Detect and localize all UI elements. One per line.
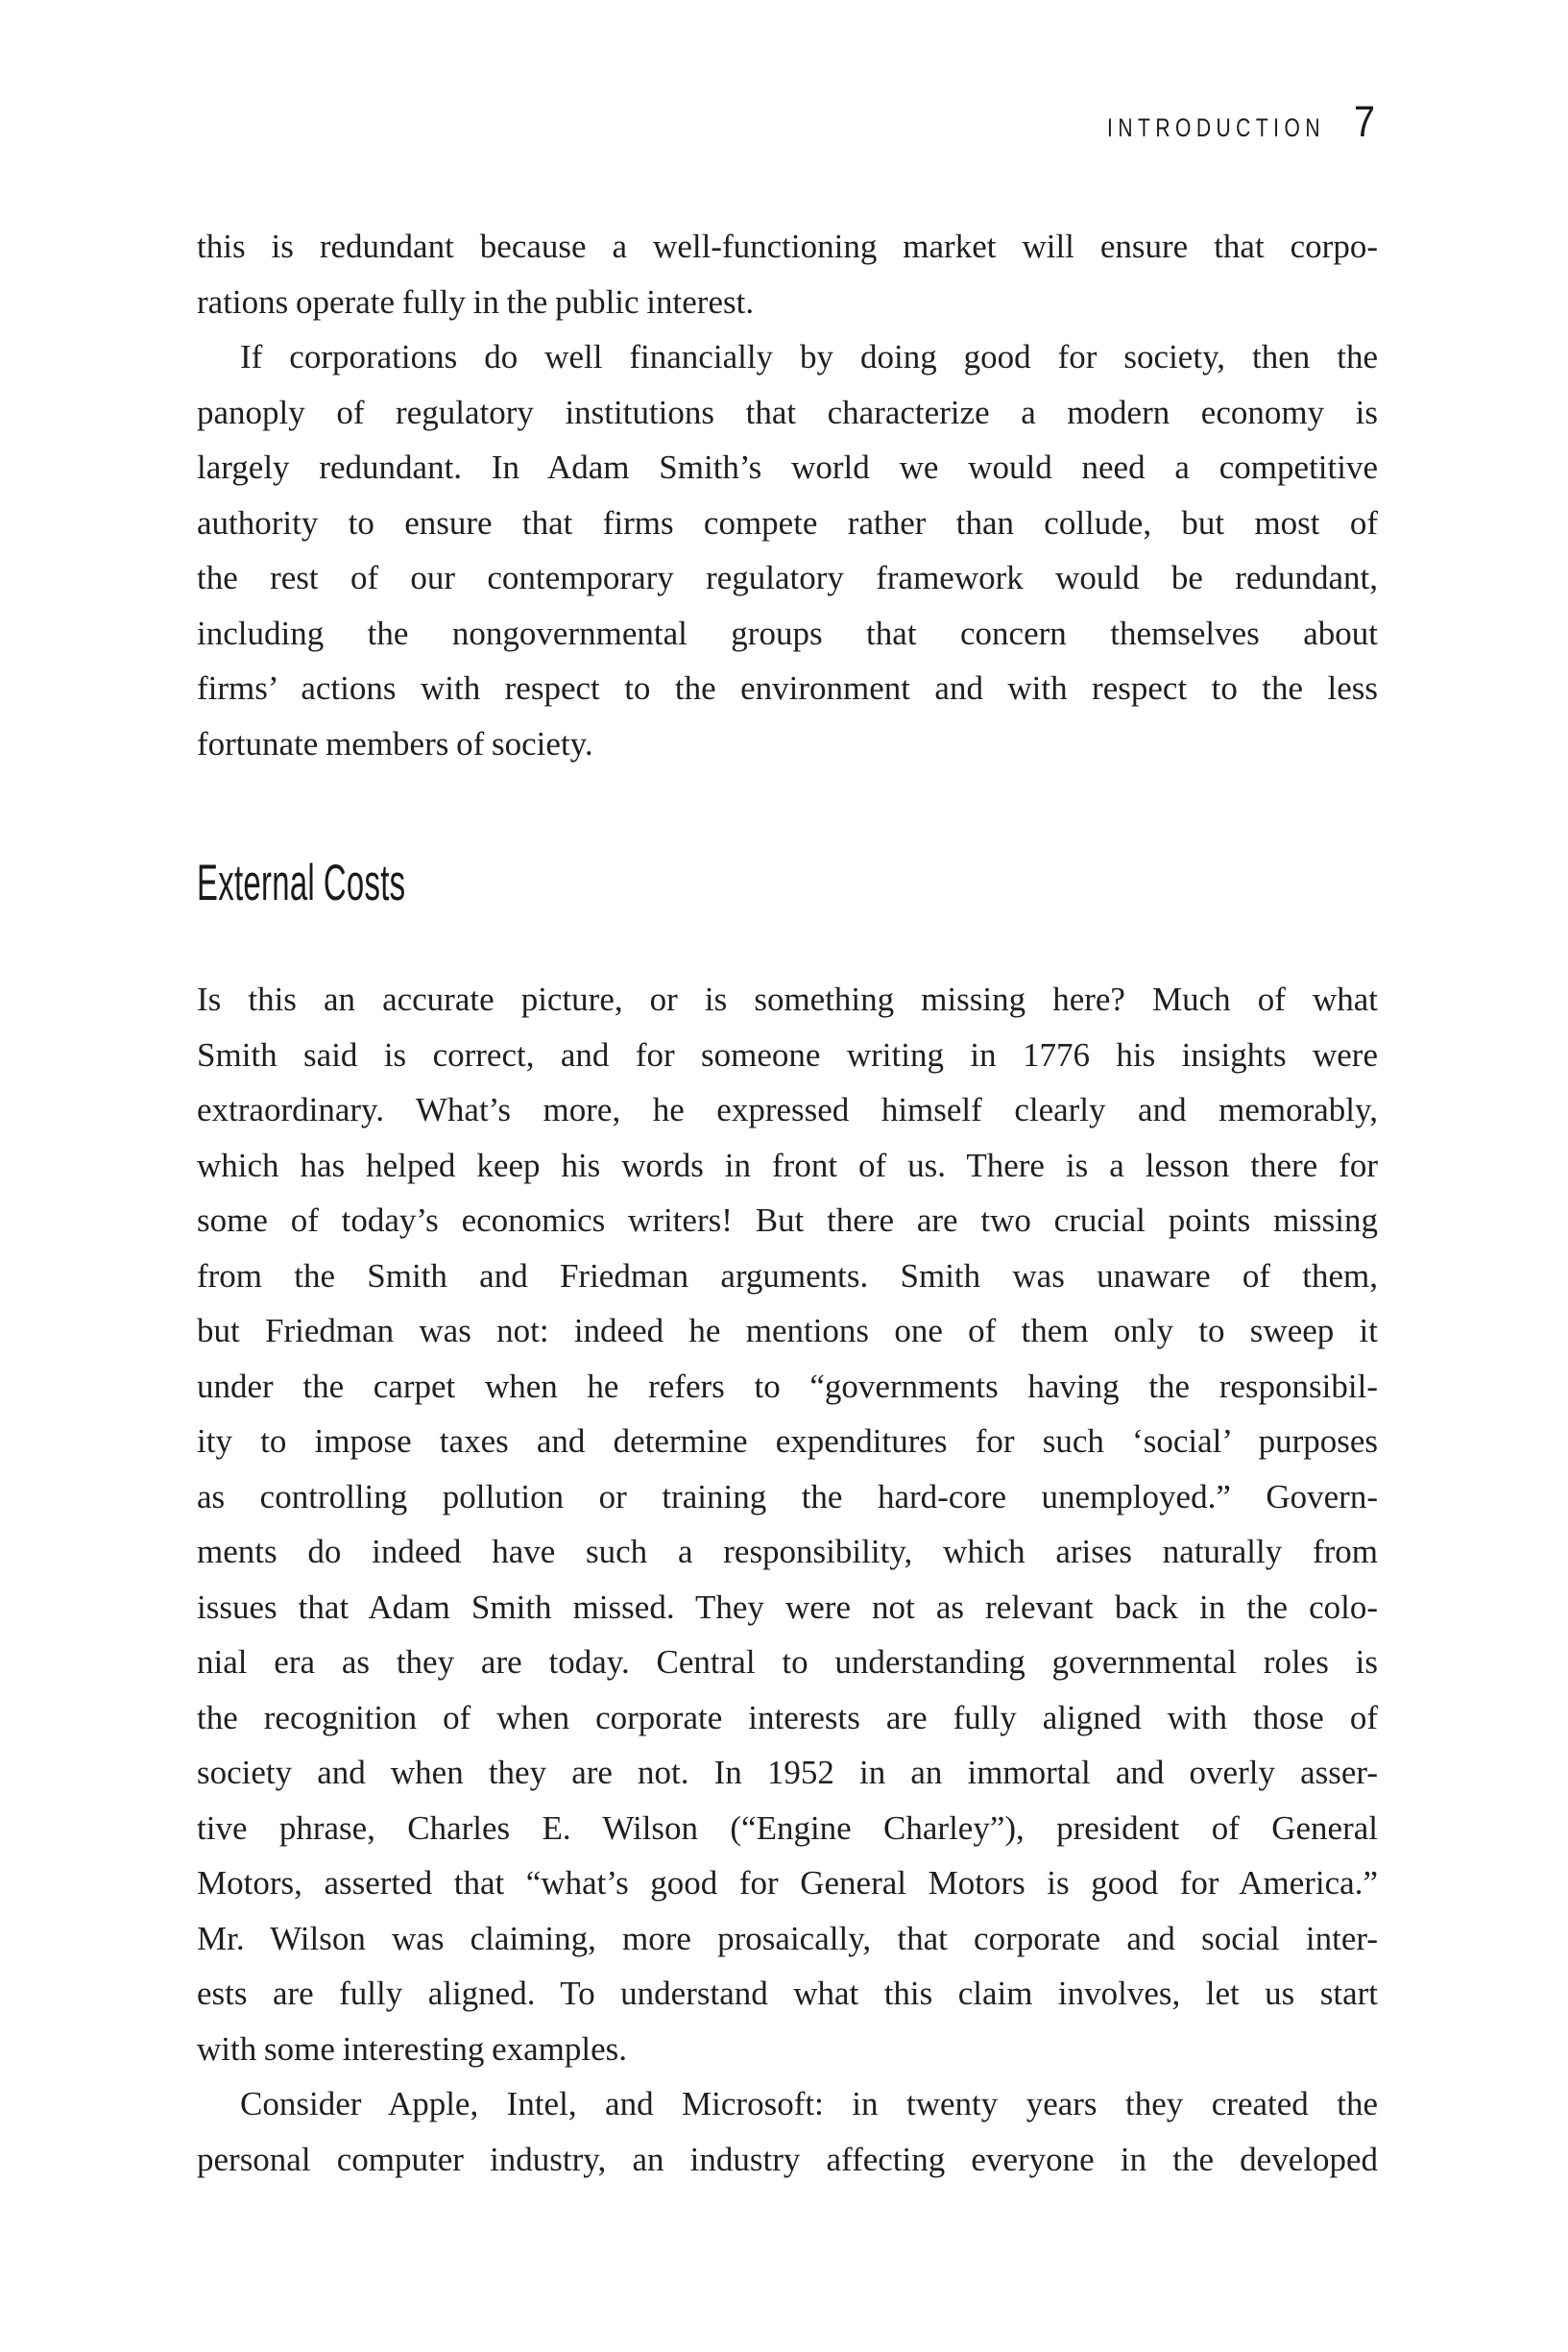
text-line: extraordinary. What’s more, he expressed himself clearly and memorably,: [197, 1091, 1378, 1128]
section-heading-text: External Costs: [197, 855, 406, 911]
text-line: from the Smith and Friedman arguments. Smith was unaware of them,: [197, 1256, 1378, 1295]
text-line: the recognition of when corporate interests are fully aligned with those of: [197, 1698, 1378, 1736]
text-line: Mr. Wilson was claiming, more prosaically, that corporate and social inter-: [197, 1919, 1378, 1957]
text-line: society and when they are not. In 1952 in an immortal and overly asser-: [197, 1754, 1378, 1791]
text-line: largely redundant. In Adam Smith’s world we would need a competitive: [197, 449, 1378, 486]
text-line: rations operate fully in the public interest.: [197, 282, 755, 321]
text-line: ests are fully aligned. To understand what this claim involves, let us start: [197, 1975, 1378, 2012]
text-line: some of today’s economics writers! But there are two crucial points missing: [197, 1201, 1378, 1239]
paragraph: [197, 219, 1378, 329]
running-head: [1046, 97, 1378, 147]
text-line: but Friedman was not: indeed he mentions one of them only to sweep it: [197, 1312, 1378, 1349]
text-line: Motors, asserted that “what’s good for General Motors is good for America.”: [197, 1864, 1378, 1902]
text-column: [197, 219, 1378, 2187]
text-line: ity to impose taxes and determine expenditures for such ‘social’ purposes: [197, 1422, 1378, 1460]
text-line: under the carpet when he refers to “governments having the responsibil-: [197, 1367, 1378, 1405]
text-line: including the nongovernmental groups that concern themselves about: [197, 614, 1378, 652]
text-line: fortunate members of society.: [197, 724, 593, 763]
text-line: Smith said is correct, and for someone writing in 1776 his insights were: [197, 1035, 1378, 1074]
section-heading: [197, 855, 1378, 911]
text-line: tive phrase, Charles E. Wilson (“Engine Charley”), president of General: [197, 1808, 1378, 1847]
text-line: Is this an accurate picture, or is something missing here? Much of what: [197, 981, 1378, 1018]
text-line: which has helped keep his words in front of us. There is a lesson there for: [197, 1146, 1378, 1184]
paragraph: [197, 2076, 1378, 2187]
text-line: personal computer industry, an industry affecting everyone in the developed: [197, 2140, 1378, 2178]
text-line: Consider Apple, Intel, and Microsoft: in twenty years they created the: [240, 2085, 1378, 2122]
text-line: authority to ensure that firms compete rather than collude, but most of: [197, 503, 1378, 542]
text-line: issues that Adam Smith missed. They were not as relevant back in the colo-: [197, 1588, 1378, 1626]
text-line: If corporations do well financially by doing good for society, then the: [240, 338, 1378, 376]
text-line: ments do indeed have such a responsibility, which arises naturally from: [197, 1533, 1378, 1570]
running-head-section-title: INTRODUCTION: [1107, 113, 1325, 142]
text-line: the rest of our contemporary regulatory framework would be redundant,: [197, 559, 1378, 596]
page-number: 7: [1353, 97, 1375, 146]
text-line: this is redundant because a well-functioning market will ensure that corpo-: [197, 228, 1378, 265]
text-line: firms’ actions with respect to the environment and with respect to the less: [197, 669, 1378, 707]
text-line: with some interesting examples.: [197, 2029, 628, 2068]
paragraph: [197, 972, 1378, 2076]
text-line: nial era as they are today. Central to understanding governmental roles is: [197, 1643, 1378, 1681]
text-line: panoply of regulatory institutions that characterize a modern economy is: [197, 393, 1378, 431]
paragraph: [197, 329, 1378, 771]
text-line: as controlling pollution or training the hard-core unemployed.” Govern-: [197, 1477, 1378, 1515]
